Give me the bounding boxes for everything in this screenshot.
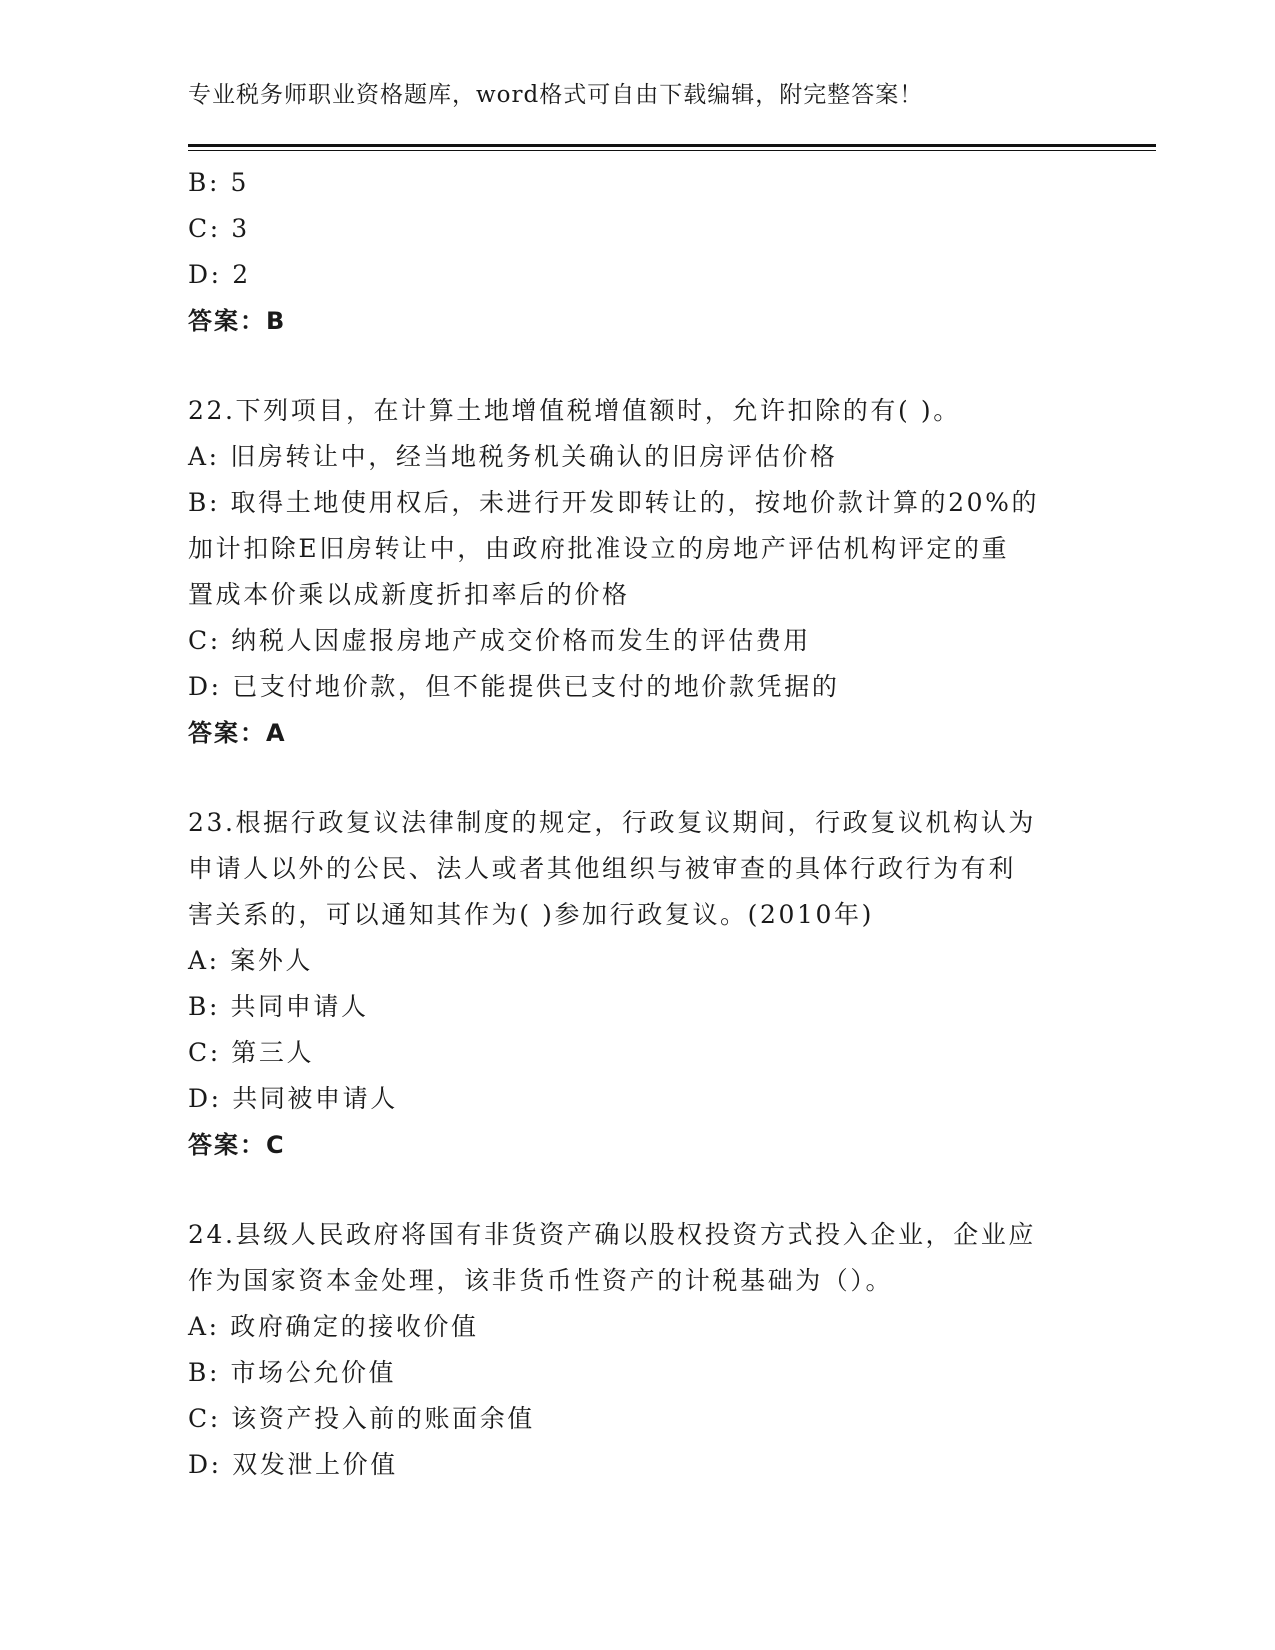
question-content	[188, 160, 1088, 1488]
header-rule-thin	[188, 150, 1156, 151]
option-line: D: 双发泄上价值	[188, 1450, 398, 1479]
option-line: 加计扣除E旧房转让中，由政府批准设立的房地产评估机构评定的重	[188, 534, 1010, 563]
option-line: B: 5	[188, 168, 250, 197]
question-24	[188, 1212, 1088, 1488]
answer-line: 答案：A	[188, 719, 287, 747]
option-line: C: 3	[188, 214, 250, 243]
question-stem-line: 作为国家资本金处理，该非货币性资产的计税基础为（）。	[188, 1266, 894, 1295]
option-line: D: 共同被申请人	[188, 1084, 398, 1113]
question-23	[188, 800, 1088, 1168]
option-line: C: 纳税人因虚报房地产成交价格而发生的评估费用	[188, 626, 811, 655]
question-stem-line: 24.县级人民政府将国有非货资产确以股权投资方式投入企业，企业应	[188, 1220, 1036, 1249]
option-line: D: 2	[188, 260, 251, 289]
option-line: C: 该资产投入前的账面余值	[188, 1404, 535, 1433]
question-stem-line: 害关系的，可以通知其作为( )参加行政复议。(2010年)	[188, 900, 874, 929]
option-line: A: 政府确定的接收价值	[188, 1312, 479, 1341]
option-line: A: 旧房转让中，经当地税务机关确认的旧房评估价格	[188, 442, 838, 471]
page-header: 专业税务师职业资格题库，word格式可自由下载编辑，附完整答案！	[188, 82, 924, 108]
answer-line: 答案：C	[188, 1131, 286, 1159]
option-line: B: 取得土地使用权后，未进行开发即转让的，按地价款计算的20%的	[188, 488, 1040, 517]
option-line: A: 案外人	[188, 946, 314, 975]
question-stem-line: 申请人以外的公民、法人或者其他组织与被审查的具体行政行为有利	[188, 854, 1017, 883]
option-line: B: 市场公允价值	[188, 1358, 397, 1387]
header-rule-thick	[188, 144, 1156, 147]
question-stem-line: 22.下列项目，在计算土地增值税增值额时，允许扣除的有( )。	[188, 396, 961, 425]
question-22	[188, 388, 1088, 756]
option-line: 置成本价乘以成新度折扣率后的价格	[188, 580, 630, 609]
option-line: D: 已支付地价款，但不能提供已支付的地价款凭据的	[188, 672, 840, 701]
question-21-tail	[188, 160, 1088, 344]
option-line: B: 共同申请人	[188, 992, 369, 1021]
question-stem-line: 23.根据行政复议法律制度的规定，行政复议期间，行政复议机构认为	[188, 808, 1036, 837]
answer-line: 答案：B	[188, 307, 287, 335]
option-line: C: 第三人	[188, 1038, 315, 1067]
